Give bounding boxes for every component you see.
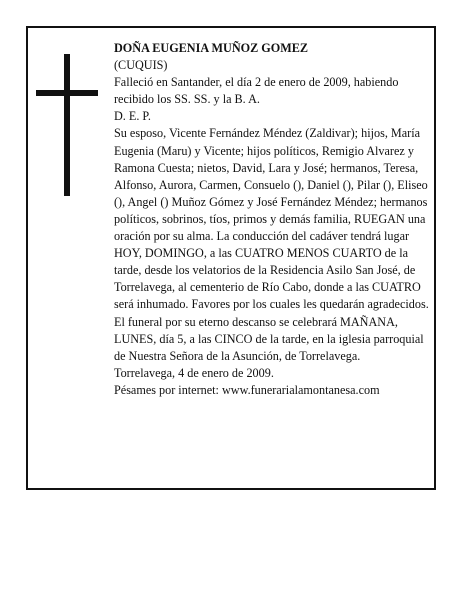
deceased-nickname: (CUQUIS)	[114, 58, 168, 73]
family-announcement: Su esposo, Vicente Fernández Méndez (Zaldivar); hijos, María Eugenia (Maru) y Vicente; hijos políticos, Remigio Alvarez y Ramona Cuesta; nietos, David, Lara y José; hermanos, Teresa, Alfonso, Aurora, Carmen, Consuelo (), Daniel (), Pilar (), Eliseo (), Angel () Muñoz Gómez y José Fernández Méndez; hermanos políticos, sobrinos, tíos, primos y demás familia, RUEGAN una oración por su alma. La conducción del cadáver tendrá lugar HOY, DOMINGO, a las CUATRO MENOS CUARTO de la tarde, desde los velatorios de la Residencia Asilo San José, de Torrelavega, al cementerio de Río Cabo, donde a las CUATRO será inhumado. Favores por los cuales les quedarán agradecidos. El funeral por su eterno descanso se celebrará MAÑANA, LUNES, día 5, a las CINCO de la tarde, en la iglesia parroquial de Nuestra Señora de la Asunción, de Torrelavega.	[114, 126, 429, 363]
rip-line: D. E. P.	[114, 109, 151, 124]
deceased-name: DOÑA EUGENIA MUÑOZ GOMEZ	[114, 41, 308, 55]
place-date-line: Torrelavega, 4 de enero de 2009.	[114, 365, 274, 380]
condolences-line: Pésames por internet: www.funerarialamontanesa.com	[114, 382, 380, 397]
obituary-text-block	[114, 40, 430, 399]
cross-horizontal-bar	[36, 90, 98, 96]
death-statement: Falleció en Santander, el día 2 de enero de 2009, habiendo recibido los SS. SS. y la B. A.	[114, 75, 399, 107]
latin-cross-icon	[36, 54, 98, 196]
cross-vertical-bar	[64, 54, 70, 196]
